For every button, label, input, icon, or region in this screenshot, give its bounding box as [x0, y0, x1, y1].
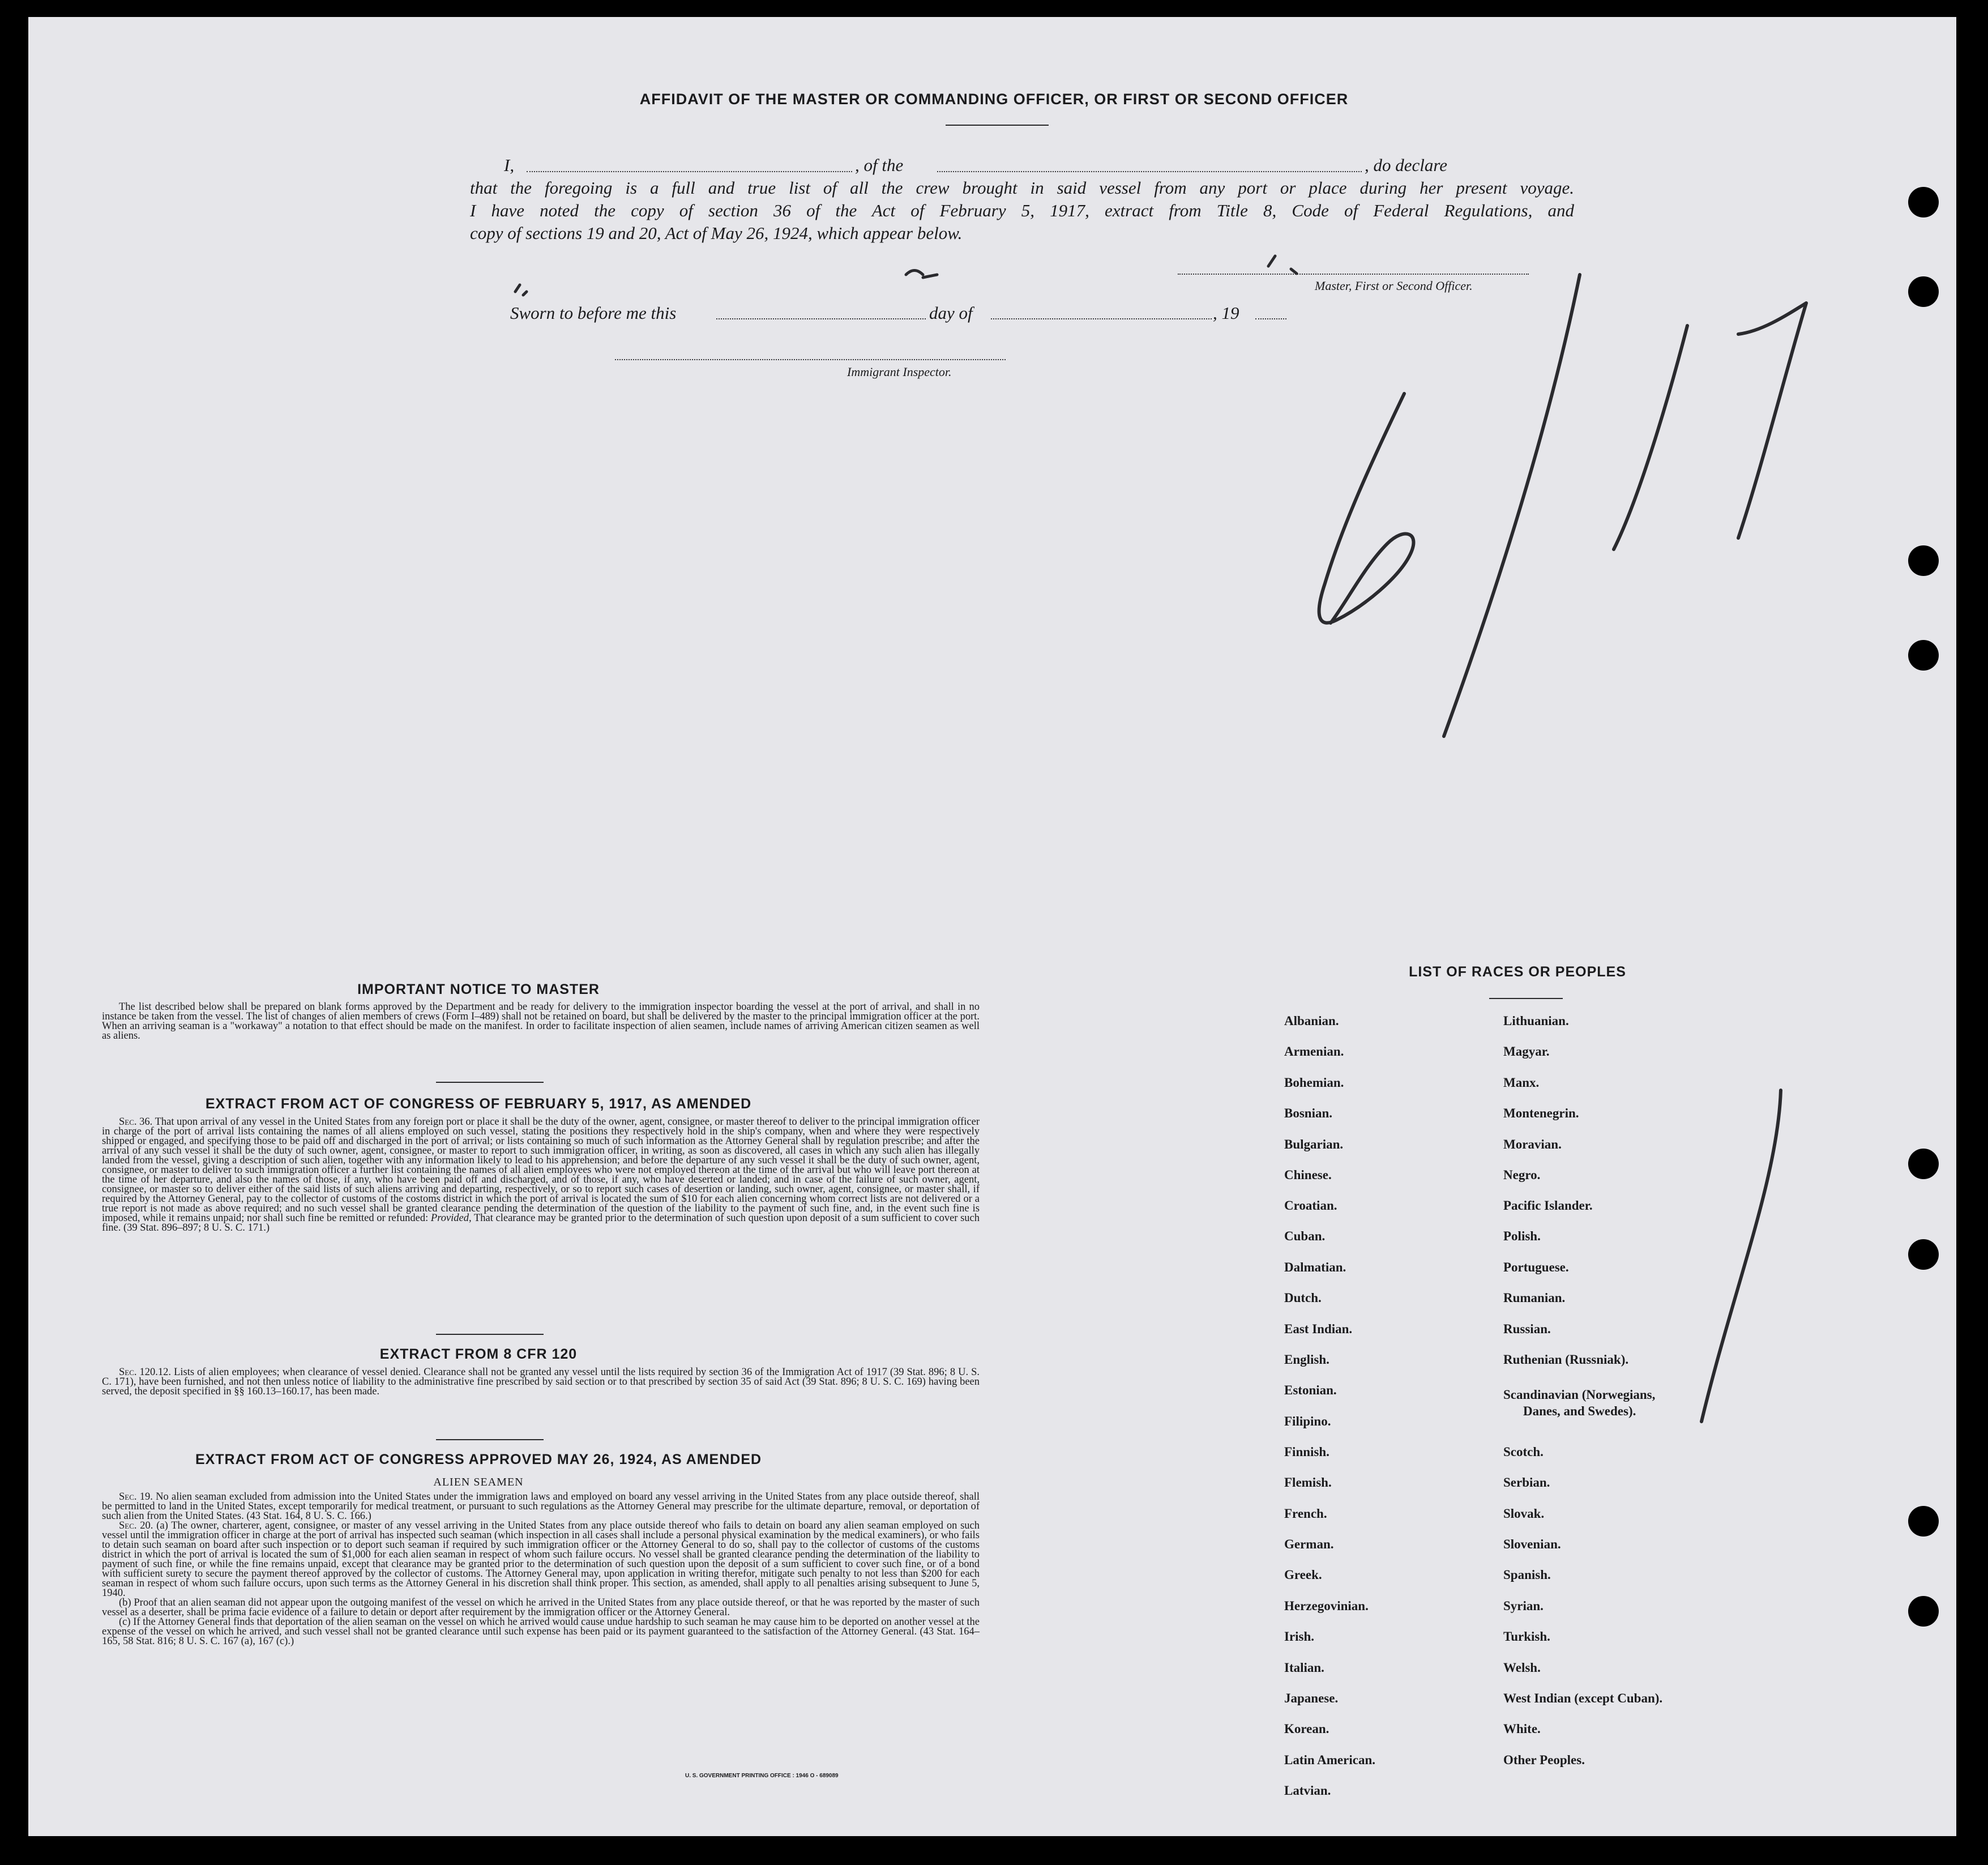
affidavit-title: AFFIDAVIT OF THE MASTER OR COMMANDING OFFICER, OR FIRST OR SECOND OFFICER [639, 91, 1349, 108]
provided-word: Provided, [430, 1213, 472, 1224]
race-item: Herzegovinian. [1284, 1599, 1369, 1613]
race-item: Greek. [1284, 1568, 1322, 1582]
binder-hole [1908, 545, 1939, 576]
race-item: Latin American. [1284, 1753, 1375, 1767]
race-item: Bohemian. [1284, 1076, 1344, 1090]
race-item: Russian. [1503, 1322, 1551, 1336]
printer-imprint: U. S. GOVERNMENT PRINTING OFFICE : 1946 O - 689089 [685, 1773, 839, 1779]
sworn-year-prefix: , 19 [1213, 303, 1239, 323]
race-item: Turkish. [1503, 1629, 1550, 1644]
race-item: Bulgarian. [1284, 1137, 1344, 1151]
sec-19-body: No alien seaman excluded from admission into the United States under the immigration laws and employed on board any vessel arriving in the United States from any place outside thereof, shall be permitted to land in the United States, except temporarily for medical treatment, or pursuant to such regulations as the Attorney General may prescribe for the ultimate departure, removal, or deportation of such alien from the United States. (43 Stat. 164, 8 U. S. C. 166.) [102, 1491, 980, 1522]
notice-title: IMPORTANT NOTICE TO MASTER [357, 981, 600, 997]
race-item: Magyar. [1503, 1044, 1550, 1059]
extract-cfr-title: EXTRACT FROM 8 CFR 120 [379, 1346, 578, 1362]
handwritten-digit-6 [1319, 394, 1414, 623]
race-item: Manx. [1503, 1076, 1540, 1090]
race-item: Scandinavian (Norwegians, [1503, 1388, 1656, 1402]
race-item: Polish. [1503, 1229, 1541, 1243]
race-item: Ruthenian (Russniak). [1503, 1352, 1629, 1367]
handwritten-stroke-1 [1614, 326, 1687, 549]
race-item: Korean. [1284, 1722, 1329, 1736]
master-signature-label: Master, First or Second Officer. [1315, 279, 1473, 293]
binder-hole [1908, 276, 1939, 307]
handwritten-page-number [28, 17, 1956, 1836]
races-title: LIST OF RACES OR PEOPLES [1409, 964, 1626, 980]
declaration-line-3: I have noted the copy of section 36 of the Act of February 5, 1917, extract from Title 8, Code of Federal Regulations, and [470, 200, 1574, 220]
race-item: Other Peoples. [1503, 1753, 1585, 1767]
race-item: Italian. [1284, 1661, 1324, 1675]
declaration-do-declare: , do declare [1365, 155, 1448, 175]
binder-hole [1908, 1596, 1939, 1627]
scan-specks [515, 256, 1297, 295]
binder-hole [1908, 1239, 1939, 1270]
handwritten-check-mark [1701, 1090, 1781, 1422]
declaration-line-4: copy of sections 19 and 20, Act of May 26, 1924, which appear below. [470, 223, 963, 243]
race-item: Croatian. [1284, 1198, 1337, 1213]
race-item: Chinese. [1284, 1168, 1332, 1182]
race-item: Syrian. [1503, 1599, 1544, 1613]
sec-20a-body: (a) The owner, charterer, agent, consignee, or master of any vessel arriving in the United States from any place outside thereof who fails to detain on board any alien seaman employed on such vessel until the immigration officer in charge at the port of arrival has inspected such seaman (which inspection in all cases shall include a personal physical examination by the medical examiners), or who fails to detain such seaman on board after such inspection or to deport such seaman if required by such immigration officer or the Attorney General to do so, shall pay to the collector of customs of the customs district in which the port of arrival is located the sum of $1,000 for each alien seaman in respect of whom such failure occurs. No vessel shall be granted clearance pending the determination of the liability to payment of such fine, or while the fine remains unpaid, except that clearance may be granted prior to the determination of such question upon the deposit of a sum sufficient to cover such fine, or of a bond with sufficient surety to secure the payment thereof approved by the collector of customs. The Attorney General may, upon application in writing therefor, mitigate such penalty to not less than $200 for each seaman in respect of whom such failure occurs, upon such terms as the Attorney General in his discretion shall think proper. This section, as amended, shall apply to all penalties arising subsequent to June 5, 1940. [102, 1520, 980, 1599]
sworn-label: Sworn to before me this [510, 303, 677, 323]
race-item: East Indian. [1284, 1322, 1353, 1336]
declaration-of-the: , of the [855, 155, 904, 175]
document-sheet [28, 17, 1956, 1836]
race-item: Lithuanian. [1503, 1014, 1569, 1028]
declaration-line-2: that the foregoing is a full and true list of all the crew brought in said vessel from any port or place during her present voyage. [470, 178, 1574, 198]
race-item: German. [1284, 1537, 1334, 1551]
binder-hole [1908, 187, 1939, 217]
race-item: Flemish. [1284, 1475, 1332, 1490]
race-item: Bosnian. [1284, 1106, 1333, 1120]
race-item: Estonian. [1284, 1383, 1337, 1397]
race-item: Spanish. [1503, 1568, 1551, 1582]
race-item: White. [1503, 1722, 1541, 1736]
race-item: Latvian. [1284, 1783, 1331, 1798]
race-item: Slovak. [1503, 1506, 1545, 1521]
inspector-label: Immigrant Inspector. [847, 365, 952, 379]
race-item: West Indian (except Cuban). [1503, 1691, 1663, 1705]
race-item: Montenegrin. [1503, 1106, 1579, 1120]
race-item: English. [1284, 1352, 1329, 1367]
sec-20-label: Sec. 20. [119, 1520, 153, 1531]
declaration-i: I, [504, 155, 515, 175]
race-item: Pacific Islander. [1503, 1198, 1593, 1213]
notice-paragraph: The list described below shall be prepared on blank forms approved by the Department and be ready for delivery to the immigration inspector boarding the vessel at the port of arrival, and shall in no instance be taken from the vessel. The list of changes of alien members of crews (Form I–489) shall not be retained on board, but shall be delivered by the master to the principal immigration officer at the port. When an arriving seaman is a "workaway" a notation to that effect should be made on the manifest. In order to facilitate inspection of alien seamen, include names of arriving American citizen seamen as well as aliens. [102, 1001, 980, 1042]
binder-hole [1908, 640, 1939, 671]
race-item: Armenian. [1284, 1044, 1344, 1059]
binder-hole [1908, 1149, 1939, 1179]
race-item: Japanese. [1284, 1691, 1339, 1705]
sec-36-label: Sec. 36. [119, 1116, 153, 1128]
extract-1924-title: EXTRACT FROM ACT OF CONGRESS APPROVED MAY 26, 1924, AS AMENDED [195, 1452, 762, 1467]
sec-120-12-body: Lists of alien employees; when clearance of vessel denied. Clearance shall not be granted any vessel until the lists required by section 36 of the Immigration Act of 1917 (39 Stat. 896; 8 U. S. C. 171), have been furnished, and not then unless notice of liability to the administrative fine prescribed by said section or to that prescribed by section 35 of said Act (39 Stat. 896; 8 U. S. C. 169) having been served, the deposit specified in §§ 160.13–160.17, has been made. [102, 1367, 980, 1397]
race-item: Danes, and Swedes). [1523, 1404, 1636, 1418]
race-item: Rumanian. [1503, 1291, 1566, 1305]
race-item: Filipino. [1284, 1414, 1331, 1428]
race-item: Portuguese. [1503, 1260, 1569, 1274]
race-item: Irish. [1284, 1629, 1315, 1644]
race-item: Albanian. [1284, 1014, 1339, 1028]
race-item: Negro. [1503, 1168, 1541, 1182]
race-item: French. [1284, 1506, 1327, 1521]
extract-1917-title: EXTRACT FROM ACT OF CONGRESS OF FEBRUARY 5, 1917, AS AMENDED [205, 1096, 752, 1112]
sec-19-label: Sec. 19. [119, 1491, 153, 1503]
race-item: Finnish. [1284, 1445, 1329, 1459]
race-item: Slovenian. [1503, 1537, 1561, 1551]
sec-36-body: That upon arrival of any vessel in the United States from any foreign port or place it shall be the duty of the owner, agent, consignee, or master thereof to deliver to the principal immigration officer in charge of the port of arrival lists containing the names of all aliens employed on such vessel, stating the positions they respectively hold in the ship's company, when and where they were respectively shipped or engaged, and specifying those to be paid off and discharged in the port of arrival; or lists containing so much of such information as the Attorney General shall by regulation prescribe; and after the arrival of any such vessel it shall be the duty of such owner, agent, consignee, or master to report to such immigration officer, in writing, as soon as discovered, all cases in which any such alien has illegally landed from the vessel, giving a description of such alien, together with any information likely to lead to his apprehension; and before the departure of any such vessel it shall be the duty of such owner, agent, consignee, or master to deliver to such immigration officer a further list containing the names of all alien employees who were not employed thereon at the time of the arrival but who will leave port thereon at the time of her departure, and also the names of those, if any, who have been paid off and discharged, and of those, if any, who have deserted or landed; and in case of the failure of such owner, agent, consignee, or master so to deliver either of the said lists of such aliens arriving and departing, respectively, or so to report such cases of desertion or landing, such owner, agent, consignee, or master shall, if required by the Attorney General, pay to the collector of customs of the costoms district in which the port of arrival is located the sum of $10 for each alien concerning whom correct lists are not delivered or a true report is not made as above required; and no such vessel shall be granted clearance pending the determination of the question of the liability to the payment of such fine, and, in the event such fine is imposed, while it remains unpaid; nor shall such fine be remitted or refunded: [102, 1116, 980, 1224]
race-item: Moravian. [1503, 1137, 1562, 1151]
race-item: Serbian. [1503, 1475, 1550, 1490]
race-item: Scotch. [1503, 1445, 1544, 1459]
sec-36-end: That clearance may be granted prior to the determination of such question upon deposit of a sum sufficient to cover such fine. (39 Stat. 896–897; 8 U. S. C. 171.) [102, 1213, 980, 1234]
handwritten-stroke-2 [1738, 303, 1806, 538]
handwritten-slash [1444, 275, 1580, 736]
sec-120-12-label: Sec. 120.12. [119, 1367, 172, 1378]
binder-hole [1908, 1506, 1939, 1537]
sworn-day-of: day of [929, 303, 973, 323]
alien-seamen-subtitle: ALIEN SEAMEN [433, 1476, 524, 1488]
race-item: Dalmatian. [1284, 1260, 1346, 1274]
race-item: Dutch. [1284, 1291, 1322, 1305]
sec-20c-body: (c) If the Attorney General finds that deportation of the alien seaman on the vessel on which he arrived would cause undue hardship to such seaman he may cause him to be deported on another vessel at the expense of the vessel on which he arrived, and such vessel shall not be granted clearance until such expense has been paid or its payment guaranteed to the satisfaction of the Attorney General. (43 Stat. 164–165, 58 Stat. 816; 8 U. S. C. 167 (a), 167 (c).) [102, 1616, 980, 1647]
sec-20b-body: (b) Proof that an alien seaman did not appear upon the outgoing manifest of the vessel on which he arrived in the United States from any place outside thereof, or that he was reported by the master of such vessel as a deserter, shall be prima facie evidence of a failure to detain or deport after requirement by the immigration officer or the Attorney General. [102, 1597, 980, 1618]
race-item: Cuban. [1284, 1229, 1326, 1243]
race-item: Welsh. [1503, 1661, 1541, 1675]
